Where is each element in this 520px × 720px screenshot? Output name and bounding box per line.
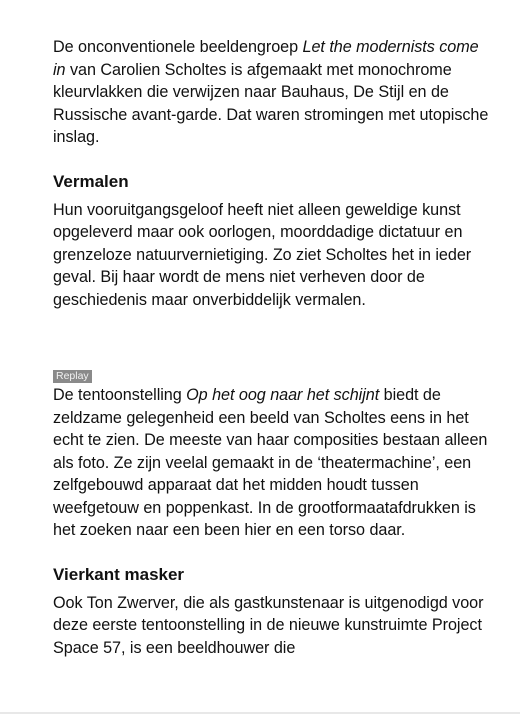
- article: [53, 36, 493, 659]
- intro-text-start: De onconventionele beeldengroep: [53, 38, 303, 56]
- intro-paragraph: [53, 36, 493, 149]
- section-heading-vierkant-masker: Vierkant masker: [53, 564, 185, 584]
- exhibition-title: Op het oog naar het schijnt: [186, 386, 380, 404]
- replay-button[interactable]: Replay: [53, 370, 92, 383]
- exhibition-paragraph: [53, 384, 493, 542]
- intro-text-end: van Carolien Scholtes is afgemaakt met monochrome kleurvlakken die verwijzen naar Bauhaus, De Stijl en de Russische avant-garde. Dat waren stromingen met utopische inslag.: [53, 60, 489, 146]
- vermalen-paragraph: Hun vooruitgangsgeloof heeft niet alleen geweldige kunst opgeleverd maar ook oorlogen, moorddadige dictatuur en grenzeloze natuurvernietiging. Zo ziet Scholtes het in ieder geval. Bij haar wordt de mens niet verheven door de geschiedenis maar onverbiddelijk vermalen.: [53, 200, 472, 309]
- media-embed-area: [53, 311, 493, 366]
- exhibition-text-end: biedt de zeldzame gelegenheid een beeld van Scholtes eens in het echt te zien. De meeste van haar composities bestaan alleen als foto. Ze zijn veelal gemaakt in de ‘theatermachine’, een zelfgebouwd apparaat dat het midden houdt tussen weefgetouw en poppenkast. In de grootformaatafdrukken is het zoeken naar een been hier en een torso daar.: [53, 386, 488, 539]
- page-bottom-divider: [0, 712, 520, 714]
- artwork-title: Let the modernists come in: [53, 38, 479, 79]
- exhibition-text-start: De tentoonstelling: [53, 386, 187, 404]
- zwerver-paragraph: Ook Ton Zwerver, die als gastkunstenaar is uitgenodigd voor deze eerste tentoonstelling in de nieuwe kunstruimte Project Space 57, is een beeldhouwer die: [53, 593, 484, 657]
- section-heading-vermalen: Vermalen: [53, 171, 129, 191]
